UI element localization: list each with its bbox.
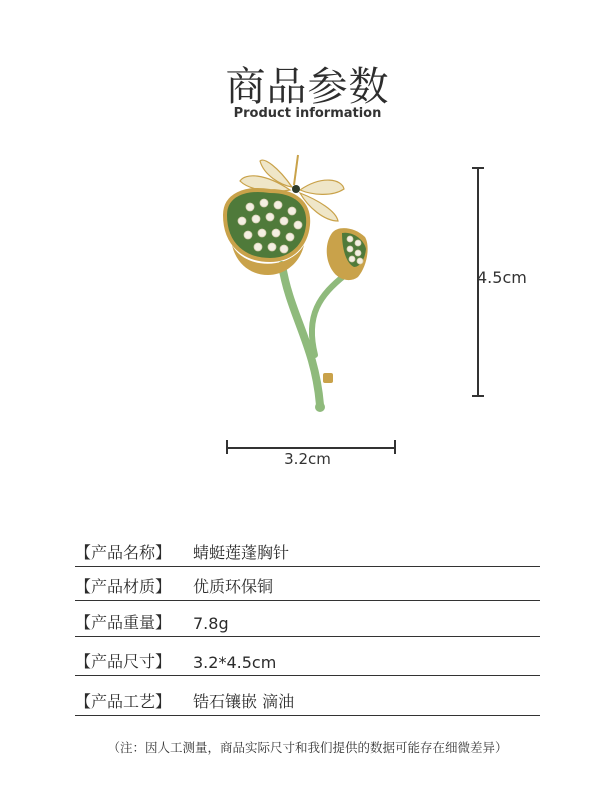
spec-row-craft <box>75 685 540 716</box>
measurement-note: （注：因人工测量，商品实际尺寸和我们提供的数据可能存在细微差异） <box>107 740 508 755</box>
spec-value: 优质环保铜 <box>193 577 274 596</box>
spec-row-size <box>75 645 540 676</box>
spec-key: 【产品重量】 <box>75 613 172 632</box>
spec-key: 【产品名称】 <box>75 543 172 562</box>
width-label: 3.2cm <box>284 450 331 468</box>
lotus-seedpod-dragonfly-brooch-icon <box>220 145 370 420</box>
spec-key: 【产品材质】 <box>75 577 172 596</box>
spec-row-weight <box>75 606 540 637</box>
page-subtitle: Product information <box>233 106 382 121</box>
spec-key: 【产品工艺】 <box>75 692 172 711</box>
page-title: 商品参数 <box>225 64 390 110</box>
spec-value: 蜻蜓莲蓬胸针 <box>193 543 290 562</box>
spec-value: 3.2*4.5cm <box>193 653 277 672</box>
spec-row-name <box>75 536 540 567</box>
height-label: 4.5cm <box>477 268 527 287</box>
spec-value: 7.8g <box>193 614 229 633</box>
spec-key: 【产品尺寸】 <box>75 652 172 671</box>
spec-row-material <box>75 570 540 601</box>
spec-value: 锆石镶嵌 滴油 <box>193 692 295 711</box>
